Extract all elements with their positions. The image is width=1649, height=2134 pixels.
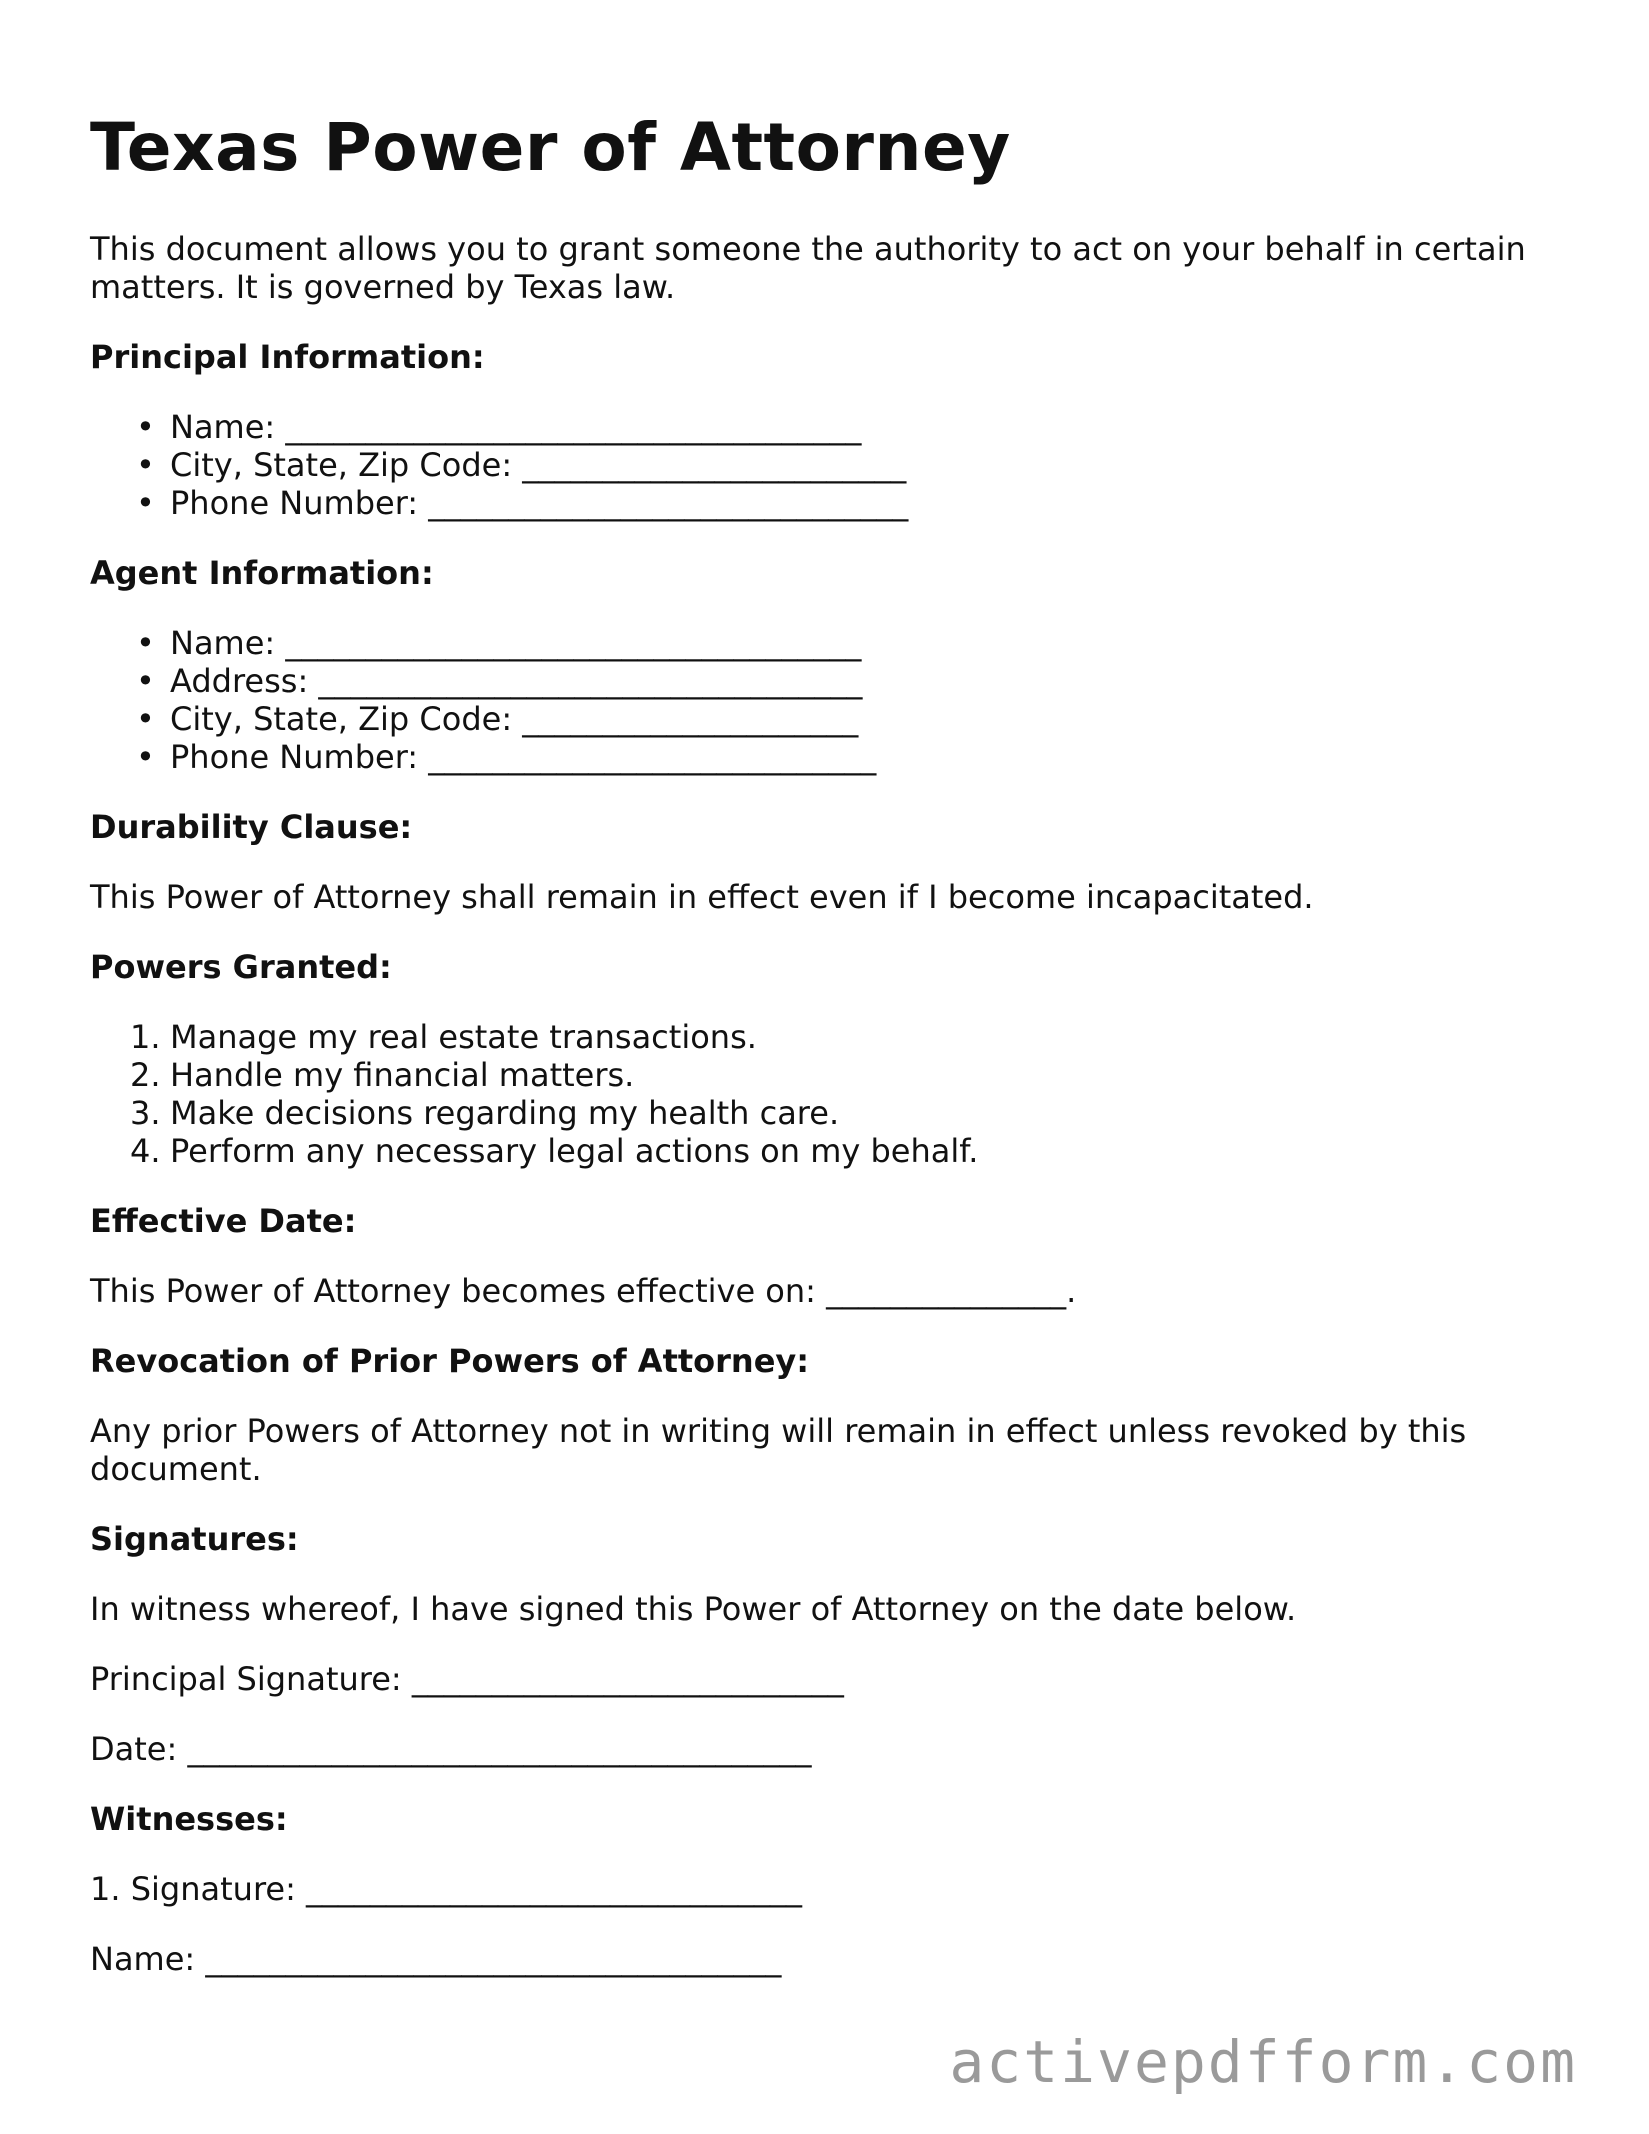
- agent-heading: Agent Information:: [90, 553, 434, 592]
- field-label: Phone Number:: [170, 483, 419, 522]
- agent-phone-field[interactable]: [136, 737, 1570, 776]
- principal-fields-list: [90, 408, 1570, 522]
- witness-signature-field[interactable]: 1. Signature: _______________________________: [90, 1869, 803, 1908]
- powers-list: [90, 1018, 1570, 1170]
- field-blank[interactable]: ____________________________________: [285, 623, 862, 662]
- signatures-text: In witness whereof, I have signed this Power of Attorney on the date below.: [90, 1589, 1297, 1628]
- signatures-heading: Signatures:: [90, 1519, 299, 1558]
- document-page: [90, 110, 1570, 2010]
- bullet-icon: •: [136, 445, 155, 484]
- field-label: Phone Number:: [170, 737, 419, 776]
- intro-paragraph: This document allows you to grant someone the authority to act on your behalf in certain matters. It is governed by Texas law.: [90, 229, 1526, 306]
- list-item: [130, 1131, 1570, 1170]
- list-item: [130, 1055, 1570, 1094]
- revocation-text: Any prior Powers of Attorney not in writing will remain in effect unless revoked by this document.: [90, 1411, 1467, 1488]
- list-number: 3.: [130, 1093, 161, 1132]
- principal-city-state-zip-field[interactable]: [136, 445, 1570, 484]
- field-blank[interactable]: __________________________________: [318, 661, 863, 700]
- field-blank[interactable]: _____________________: [522, 699, 859, 738]
- field-label: Name:: [170, 407, 276, 446]
- agent-address-field[interactable]: [136, 661, 1570, 700]
- field-label: Name:: [170, 623, 276, 662]
- durability-text: This Power of Attorney shall remain in effect even if I become incapacitated.: [90, 877, 1314, 916]
- bullet-icon: •: [136, 737, 155, 776]
- list-number: 1.: [130, 1017, 161, 1056]
- field-blank[interactable]: ____________________________: [428, 737, 877, 776]
- durability-heading: Durability Clause:: [90, 807, 413, 846]
- power-text: Perform any necessary legal actions on my behalf.: [170, 1131, 979, 1170]
- witnesses-heading: Witnesses:: [90, 1799, 288, 1838]
- revocation-heading: Revocation of Prior Powers of Attorney:: [90, 1341, 810, 1380]
- bullet-icon: •: [136, 623, 155, 662]
- field-label: Address:: [170, 661, 309, 700]
- field-label: City, State, Zip Code:: [170, 699, 513, 738]
- principal-heading: Principal Information:: [90, 337, 485, 376]
- bullet-icon: •: [136, 483, 155, 522]
- agent-fields-list: [90, 624, 1570, 776]
- power-text: Manage my real estate transactions.: [170, 1017, 757, 1056]
- watermark: activepdfform.com: [949, 2028, 1577, 2096]
- list-item: [130, 1017, 1570, 1056]
- list-item: [130, 1093, 1570, 1132]
- field-label: City, State, Zip Code:: [170, 445, 513, 484]
- agent-city-state-zip-field[interactable]: [136, 699, 1570, 738]
- document-title: Texas Power of Attorney: [90, 109, 1011, 186]
- principal-phone-field[interactable]: [136, 483, 1570, 522]
- field-blank[interactable]: ________________________: [522, 445, 907, 484]
- effective-date-heading: Effective Date:: [90, 1201, 357, 1240]
- principal-signature-field[interactable]: Principal Signature: ___________________________: [90, 1659, 844, 1698]
- powers-heading: Powers Granted:: [90, 947, 392, 986]
- witness-name-field[interactable]: Name: ____________________________________: [90, 1939, 782, 1978]
- bullet-icon: •: [136, 407, 155, 446]
- agent-name-field[interactable]: [136, 623, 1570, 662]
- list-number: 4.: [130, 1131, 161, 1170]
- field-blank[interactable]: ____________________________________: [285, 407, 862, 446]
- bullet-icon: •: [136, 661, 155, 700]
- principal-name-field[interactable]: [136, 407, 1570, 446]
- power-text: Handle my financial matters.: [170, 1055, 635, 1094]
- effective-date-field[interactable]: This Power of Attorney becomes effective on: _______________.: [90, 1271, 1077, 1310]
- field-blank[interactable]: ______________________________: [428, 483, 909, 522]
- bullet-icon: •: [136, 699, 155, 738]
- power-text: Make decisions regarding my health care.: [170, 1093, 840, 1132]
- signature-date-field[interactable]: Date: _______________________________________: [90, 1729, 812, 1768]
- list-number: 2.: [130, 1055, 161, 1094]
